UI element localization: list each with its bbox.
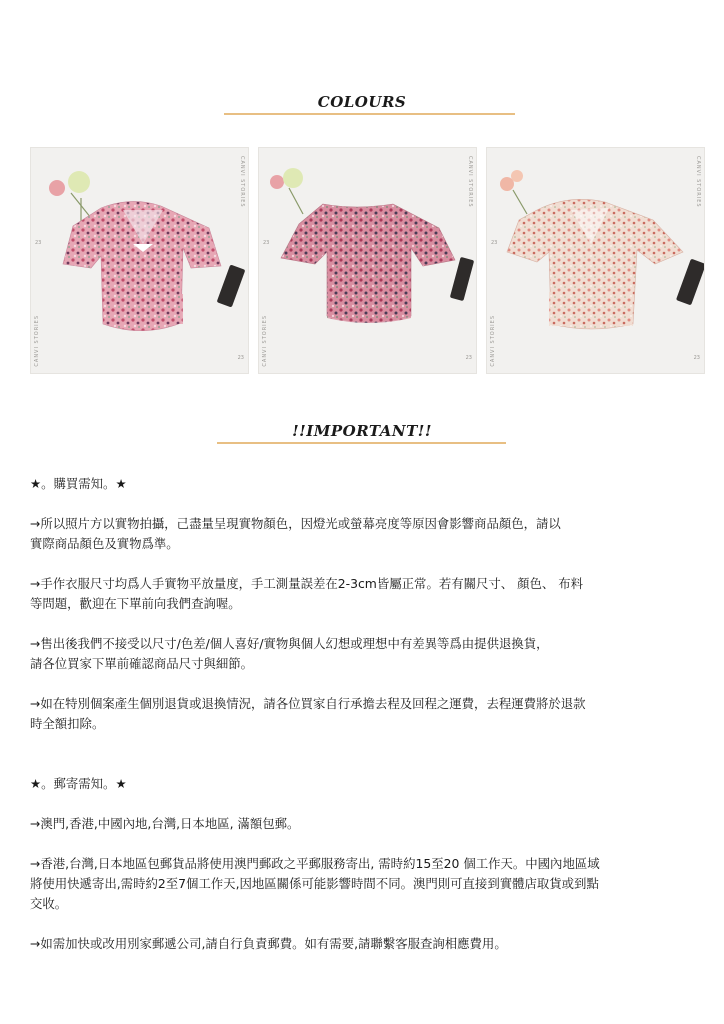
product-photo-pink bbox=[30, 147, 249, 374]
brand-watermark: CANVI STORIES bbox=[239, 156, 245, 208]
important-heading: !!IMPORTANT!! bbox=[292, 422, 432, 440]
shipping-paragraph-times bbox=[30, 854, 700, 914]
photo-number: 23 bbox=[465, 355, 472, 361]
section-heading-text: ★。郵寄需知。★ bbox=[30, 776, 127, 791]
colours-divider bbox=[224, 113, 515, 115]
photo-number: 23 bbox=[237, 355, 244, 361]
brand-watermark: CANVI STORIES bbox=[34, 315, 40, 367]
brand-watermark: CANVI STORIES bbox=[262, 315, 268, 367]
paragraph-text: →澳門,香港,中國內地,台灣,日本地區, 滿額包郵。 bbox=[30, 816, 300, 831]
notice-paragraph-returns bbox=[30, 634, 700, 674]
notice-paragraph-size bbox=[30, 574, 700, 614]
paragraph-text: →如在特別個案產生個別退貨或退換情況，請各位買家自行承擔去程及回程之運費，去程運費將於退款 時全額扣除。 bbox=[30, 696, 586, 731]
shipping-paragraph-express bbox=[30, 934, 700, 954]
photo-number: 23 bbox=[263, 240, 270, 246]
purchase-notice-heading bbox=[30, 474, 700, 494]
brand-watermark: CANVI STORIES bbox=[490, 315, 496, 367]
brand-watermark: CANVI STORIES bbox=[467, 156, 473, 208]
paragraph-text: →售出後我們不接受以尺寸/色差/個人喜好/實物與個人幻想或理想中有差異等爲由提供退換貨， 請各位買家下單前確認商品尺寸與細節。 bbox=[30, 636, 549, 671]
section-heading-text: ★。購買需知。★ bbox=[30, 476, 127, 491]
shipping-notice-heading bbox=[30, 774, 700, 794]
paragraph-text: →所以照片方以實物拍攝，己盡量呈現實物顏色，因燈光或螢幕亮度等原因會影響商品顏色，請以 實際商品顏色及實物爲準。 bbox=[30, 516, 561, 551]
brand-watermark: CANVI STORIES bbox=[695, 156, 701, 208]
shipping-paragraph-free bbox=[30, 814, 700, 834]
product-photo-cream bbox=[486, 147, 705, 374]
photo-number: 23 bbox=[491, 240, 498, 246]
photo-number: 23 bbox=[35, 240, 42, 246]
floral-top-dark-pink-illustration bbox=[259, 148, 477, 374]
paragraph-text: →如需加快或改用別家郵遞公司,請自行負責郵費。如有需要,請聯繫客服查詢相應費用。 bbox=[30, 936, 507, 951]
notice-paragraph-color bbox=[30, 514, 700, 554]
important-divider bbox=[217, 442, 506, 444]
product-photo-dark-pink bbox=[258, 147, 477, 374]
floral-top-cream-illustration bbox=[487, 148, 705, 374]
paragraph-text: →香港,台灣,日本地區包郵貨品將使用澳門郵政之平郵服務寄出, 需時約15至20 個工作天。中國內地區域 將使用快遞寄出,需時約2至7個工作天,因地區關係可能影響時間不同。澳門則可直接到實體店取貨或到點 交收。 bbox=[30, 856, 600, 911]
colours-heading: COLOURS bbox=[317, 93, 407, 111]
notice-paragraph-refund bbox=[30, 694, 700, 734]
paragraph-text: →手作衣服尺寸均爲人手實物平放量度，手工測量誤差在2-3cm皆屬正常。若有關尺寸、 顏色、 布料 等問題，歡迎在下單前向我們查詢喔。 bbox=[30, 576, 584, 611]
photo-number: 23 bbox=[693, 355, 700, 361]
floral-top-pink-illustration bbox=[31, 148, 249, 374]
